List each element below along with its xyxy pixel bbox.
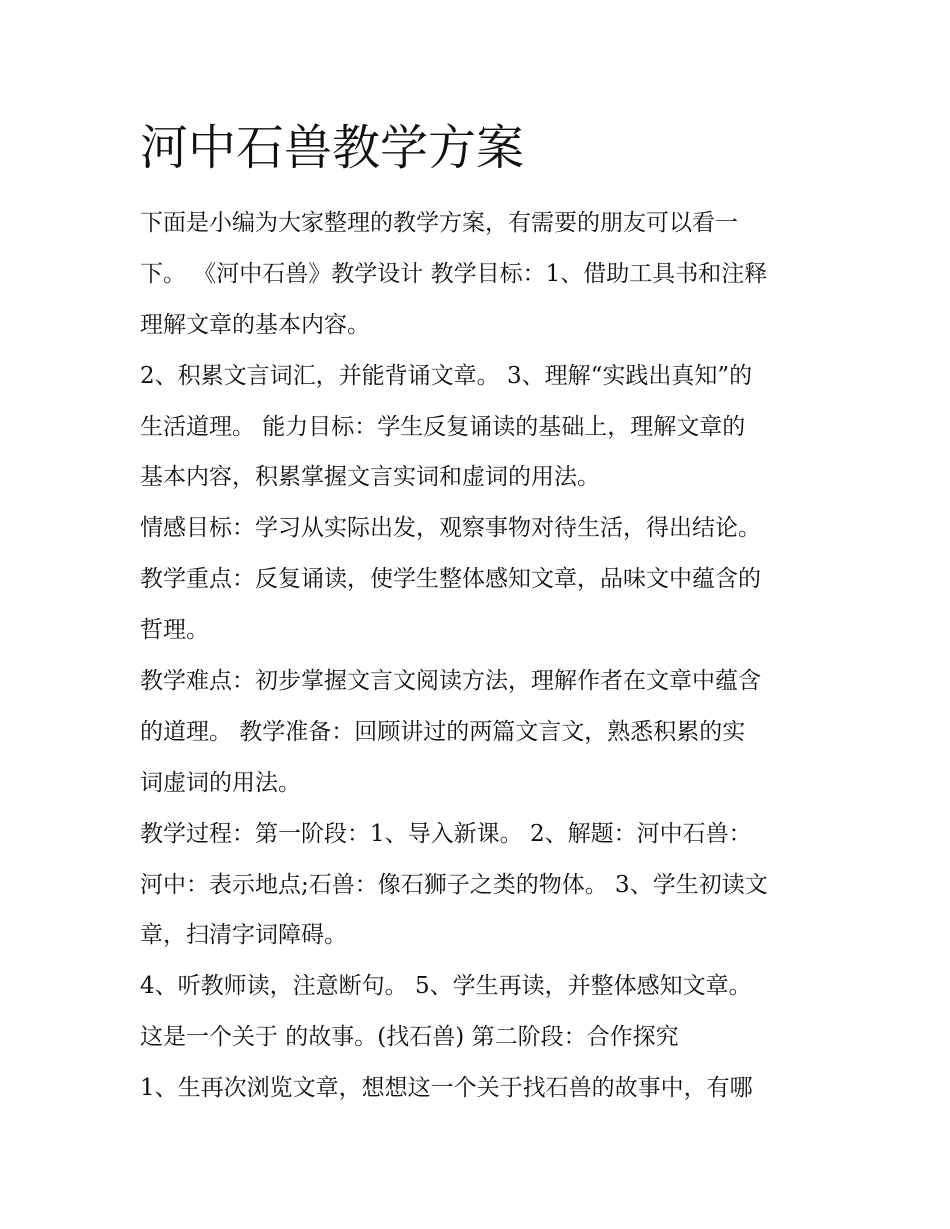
text-line: 章，扫清字词障碍。 — [140, 922, 347, 949]
document-body — [140, 206, 830, 1122]
text-line: 教学难点：初步掌握文言文阅读方法，理解作者在文章中蕴含 — [140, 668, 761, 695]
text-line: 理解文章的基本内容。 — [140, 311, 370, 338]
text-line: 1、生再次浏览文章，想想这一个关于找石兽的故事中，有哪 — [140, 1075, 753, 1102]
text-line: 基本内容，积累掌握文言实词和虚词的用法。 — [140, 464, 600, 491]
text-line: 教学过程：第一阶段：1、导入新课。 2、解题：河中石兽： — [140, 820, 752, 847]
text-line: 生活道理。 能力目标：学生反复诵读的基础上，理解文章的 — [140, 413, 746, 440]
text-line: 词虚词的用法。 — [140, 769, 301, 796]
text-line: 这是一个关于 的故事。(找石兽) 第二阶段：合作探究 — [140, 1024, 679, 1051]
text-line: 情感目标：学习从实际出发，观察事物对待生活，得出结论。 — [140, 515, 761, 542]
text-line: 下。 《河中石兽》教学设计 教学目标：1、借助工具书和注释 — [140, 260, 768, 287]
text-line: 河中：表示地点;石兽：像石狮子之类的物体。 3、学生初读文 — [140, 871, 768, 898]
text-line: 下面是小编为大家整理的教学方案，有需要的朋友可以看一 — [140, 210, 738, 236]
text-line: 哲理。 — [140, 617, 209, 644]
text-line: 的道理。 教学准备：回顾讲过的两篇文言文，熟悉积累的实 — [140, 718, 746, 745]
text-line: 2、积累文言词汇，并能背诵文章。 3、理解“实践出真知”的 — [140, 362, 753, 389]
text-line: 4、听教师读，注意断句。 5、学生再读，并整体感知文章。 — [140, 973, 752, 1000]
document-title: 河中石兽教学方案 — [140, 120, 525, 176]
text-line: 教学重点：反复诵读，使学生整体感知文章，品味文中蕴含的 — [140, 566, 761, 593]
